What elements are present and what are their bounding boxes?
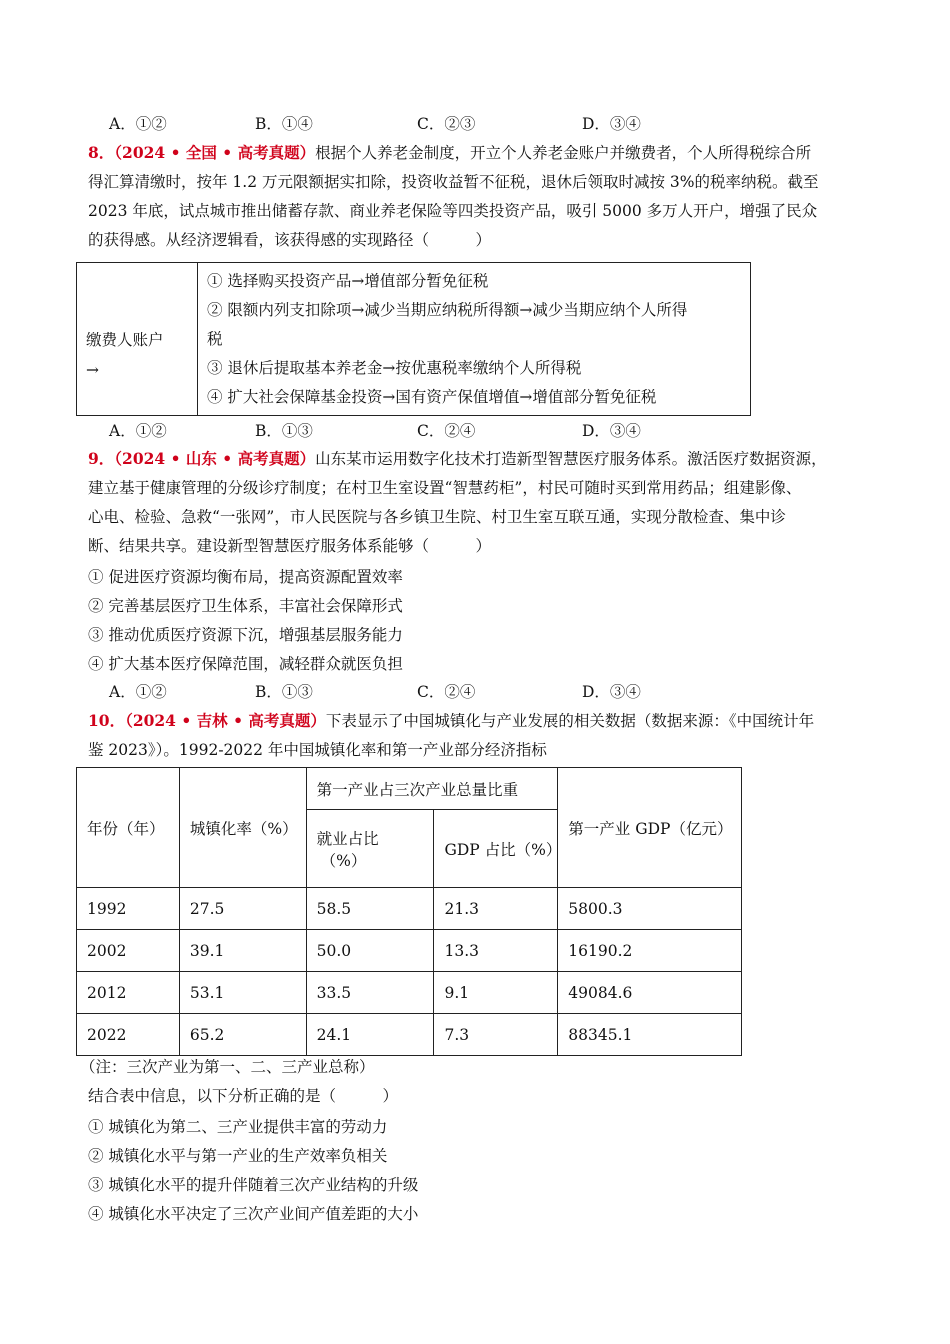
q8-path-item-2-cont: 税 <box>207 330 223 348</box>
q7-option-b[interactable]: B．①④ <box>255 115 313 133</box>
q8-box-left-label <box>86 325 164 385</box>
cell-gdp-share: 7.3 <box>434 1014 558 1056</box>
q7-option-d[interactable]: D．③④ <box>582 115 641 133</box>
q8-account-label: 缴费人账户 <box>86 331 164 349</box>
cell-urban-rate: 53.1 <box>179 972 306 1014</box>
header-employment-share <box>306 810 434 888</box>
q10-statement-3: ③ 城镇化水平的提升伴随着三次产业结构的升级 <box>88 1176 419 1194</box>
header-employment-share-label: 就业占比 <box>316 829 379 848</box>
q10-prompt: 结合表中信息，以下分析正确的是（ ） <box>88 1087 399 1105</box>
cell-primary-gdp: 49084.6 <box>558 972 742 1014</box>
cell-gdp-share: 21.3 <box>434 888 558 930</box>
q9-option-a[interactable]: A．①② <box>109 683 167 701</box>
q9-statement-4: ④ 扩大基本医疗保障范围，减轻群众就医负担 <box>88 655 403 673</box>
header-employment-share-unit: （%） <box>320 851 367 870</box>
table-row <box>77 930 742 972</box>
q8-path-item-4: ④ 扩大社会保障基金投资→国有资产保值增值→增值部分暂免征税 <box>207 388 657 406</box>
header-primary-gdp: 第一产业 GDP（亿元） <box>558 768 742 888</box>
q8-option-b[interactable]: B．①③ <box>255 422 313 440</box>
q9-text-line-3: 心电、检验、急救“一张网”，市人民医院与各乡镇卫生院、村卫生室互联互通，实现分散检查、集中诊 <box>88 508 786 526</box>
q9-text-line-2: 建立基于健康管理的分级诊疗制度；在村卫生室设置“智慧药柜”，村民可随时买到常用药品；组建影像、 <box>88 479 802 497</box>
q9-source-tag: （2024 • 山东 • 高考真题） <box>114 449 316 468</box>
q9-statement-1: ① 促进医疗资源均衡布局，提高资源配置效率 <box>88 568 403 586</box>
q8-path-item-1: ① 选择购买投资产品→增值部分暂免征税 <box>207 272 489 290</box>
q8-path-box <box>76 262 751 416</box>
cell-urban-rate: 65.2 <box>179 1014 306 1056</box>
q8-text-line-1: 根据个人养老金制度，开立个人养老金账户并缴费者，个人所得税综合所 <box>315 144 812 162</box>
cell-year: 2002 <box>77 930 180 972</box>
cell-urban-rate: 27.5 <box>179 888 306 930</box>
cell-employment-share: 50.0 <box>306 930 434 972</box>
q10-text-line-2: 鉴 2023》）。1992-2022 年中国城镇化率和第一产业部分经济指标 <box>88 741 547 759</box>
q8-options <box>109 420 709 442</box>
q10-first-line <box>88 710 814 732</box>
q7-options <box>109 113 709 135</box>
q8-text-line-2: 得汇算清缴时，按年 1.2 万元限额据实扣除，投资收益暂不征税，退休后领取时减按 3%的税率纳税。截至 <box>88 173 819 191</box>
header-primary-share-group: 第一产业占三次产业总量比重 <box>306 768 558 810</box>
header-gdp-share: GDP 占比（%） <box>434 810 558 888</box>
q8-number: 8． <box>88 143 115 162</box>
q9-options <box>109 681 709 703</box>
cell-employment-share: 24.1 <box>306 1014 434 1056</box>
q8-path-item-2: ② 限额内列支扣除项→减少当期应纳税所得额→减少当期应纳个人所得 <box>207 301 688 319</box>
header-year: 年份（年） <box>77 768 180 888</box>
q9-option-c[interactable]: C．②④ <box>417 683 476 701</box>
cell-employment-share: 58.5 <box>306 888 434 930</box>
q8-path-list <box>207 267 742 412</box>
q10-number: 10． <box>88 711 126 730</box>
q9-number: 9． <box>88 449 115 468</box>
q9-statement-3: ③ 推动优质医疗资源下沉，增强基层服务能力 <box>88 626 403 644</box>
cell-primary-gdp: 88345.1 <box>558 1014 742 1056</box>
cell-year: 2012 <box>77 972 180 1014</box>
q8-first-line <box>88 142 811 164</box>
q10-text-line-1: 下表显示了中国城镇化与产业发展的相关数据（数据来源：《中国统计年 <box>325 712 815 730</box>
cell-primary-gdp: 16190.2 <box>558 930 742 972</box>
q8-source-tag: （2024 • 全国 • 高考真题） <box>114 143 316 162</box>
cell-primary-gdp: 5800.3 <box>558 888 742 930</box>
q8-text-line-3: 2023 年底，试点城市推出储蓄存款、商业养老保险等四类投资产品，吸引 5000 多万人开户，增强了民众 <box>88 202 818 220</box>
q9-statement-2: ② 完善基层医疗卫生体系，丰富社会保障形式 <box>88 597 403 615</box>
q8-option-a[interactable]: A．①② <box>109 422 167 440</box>
table-row <box>77 972 742 1014</box>
q9-text-line-4: 断、结果共享。建设新型智慧医疗服务体系能够（ ） <box>88 537 492 555</box>
cell-gdp-share: 9.1 <box>434 972 558 1014</box>
cell-urban-rate: 39.1 <box>179 930 306 972</box>
q8-path-item-3: ③ 退休后提取基本养老金→按优惠税率缴纳个人所得税 <box>207 359 582 377</box>
q9-option-d[interactable]: D．③④ <box>582 683 641 701</box>
table-row <box>77 888 742 930</box>
table-header-row <box>77 768 742 810</box>
cell-year: 2022 <box>77 1014 180 1056</box>
cell-gdp-share: 13.3 <box>434 930 558 972</box>
q8-box-divider <box>197 263 198 415</box>
table-row <box>77 1014 742 1056</box>
cell-employment-share: 33.5 <box>306 972 434 1014</box>
q9-first-line <box>88 448 827 470</box>
cell-year: 1992 <box>77 888 180 930</box>
q8-account-arrow: → <box>86 361 99 379</box>
header-urban-rate: 城镇化率（%） <box>179 768 306 888</box>
q9-option-b[interactable]: B．①③ <box>255 683 313 701</box>
q10-statement-1: ① 城镇化为第二、三产业提供丰富的劳动力 <box>88 1118 388 1136</box>
q8-option-d[interactable]: D．③④ <box>582 422 641 440</box>
q9-text-line-1: 山东某市运用数字化技术打造新型智慧医疗服务体系。激活医疗数据资源， <box>315 450 827 468</box>
q10-data-table <box>76 767 742 1056</box>
q8-option-c[interactable]: C．②④ <box>417 422 476 440</box>
q10-source-tag: （2024 • 吉林 • 高考真题） <box>125 711 326 730</box>
q10-statement-2: ② 城镇化水平与第一产业的生产效率负相关 <box>88 1147 388 1165</box>
q7-option-c[interactable]: C．②③ <box>417 115 476 133</box>
q8-text-line-4: 的获得感。从经济逻辑看，该获得感的实现路径（ ） <box>88 231 492 249</box>
q10-statement-4: ④ 城镇化水平决定了三次产业间产值差距的大小 <box>88 1205 419 1223</box>
q10-table-note: （注：三次产业为第一、二、三产业总称） <box>80 1058 375 1076</box>
q7-option-a[interactable]: A．①② <box>109 115 167 133</box>
